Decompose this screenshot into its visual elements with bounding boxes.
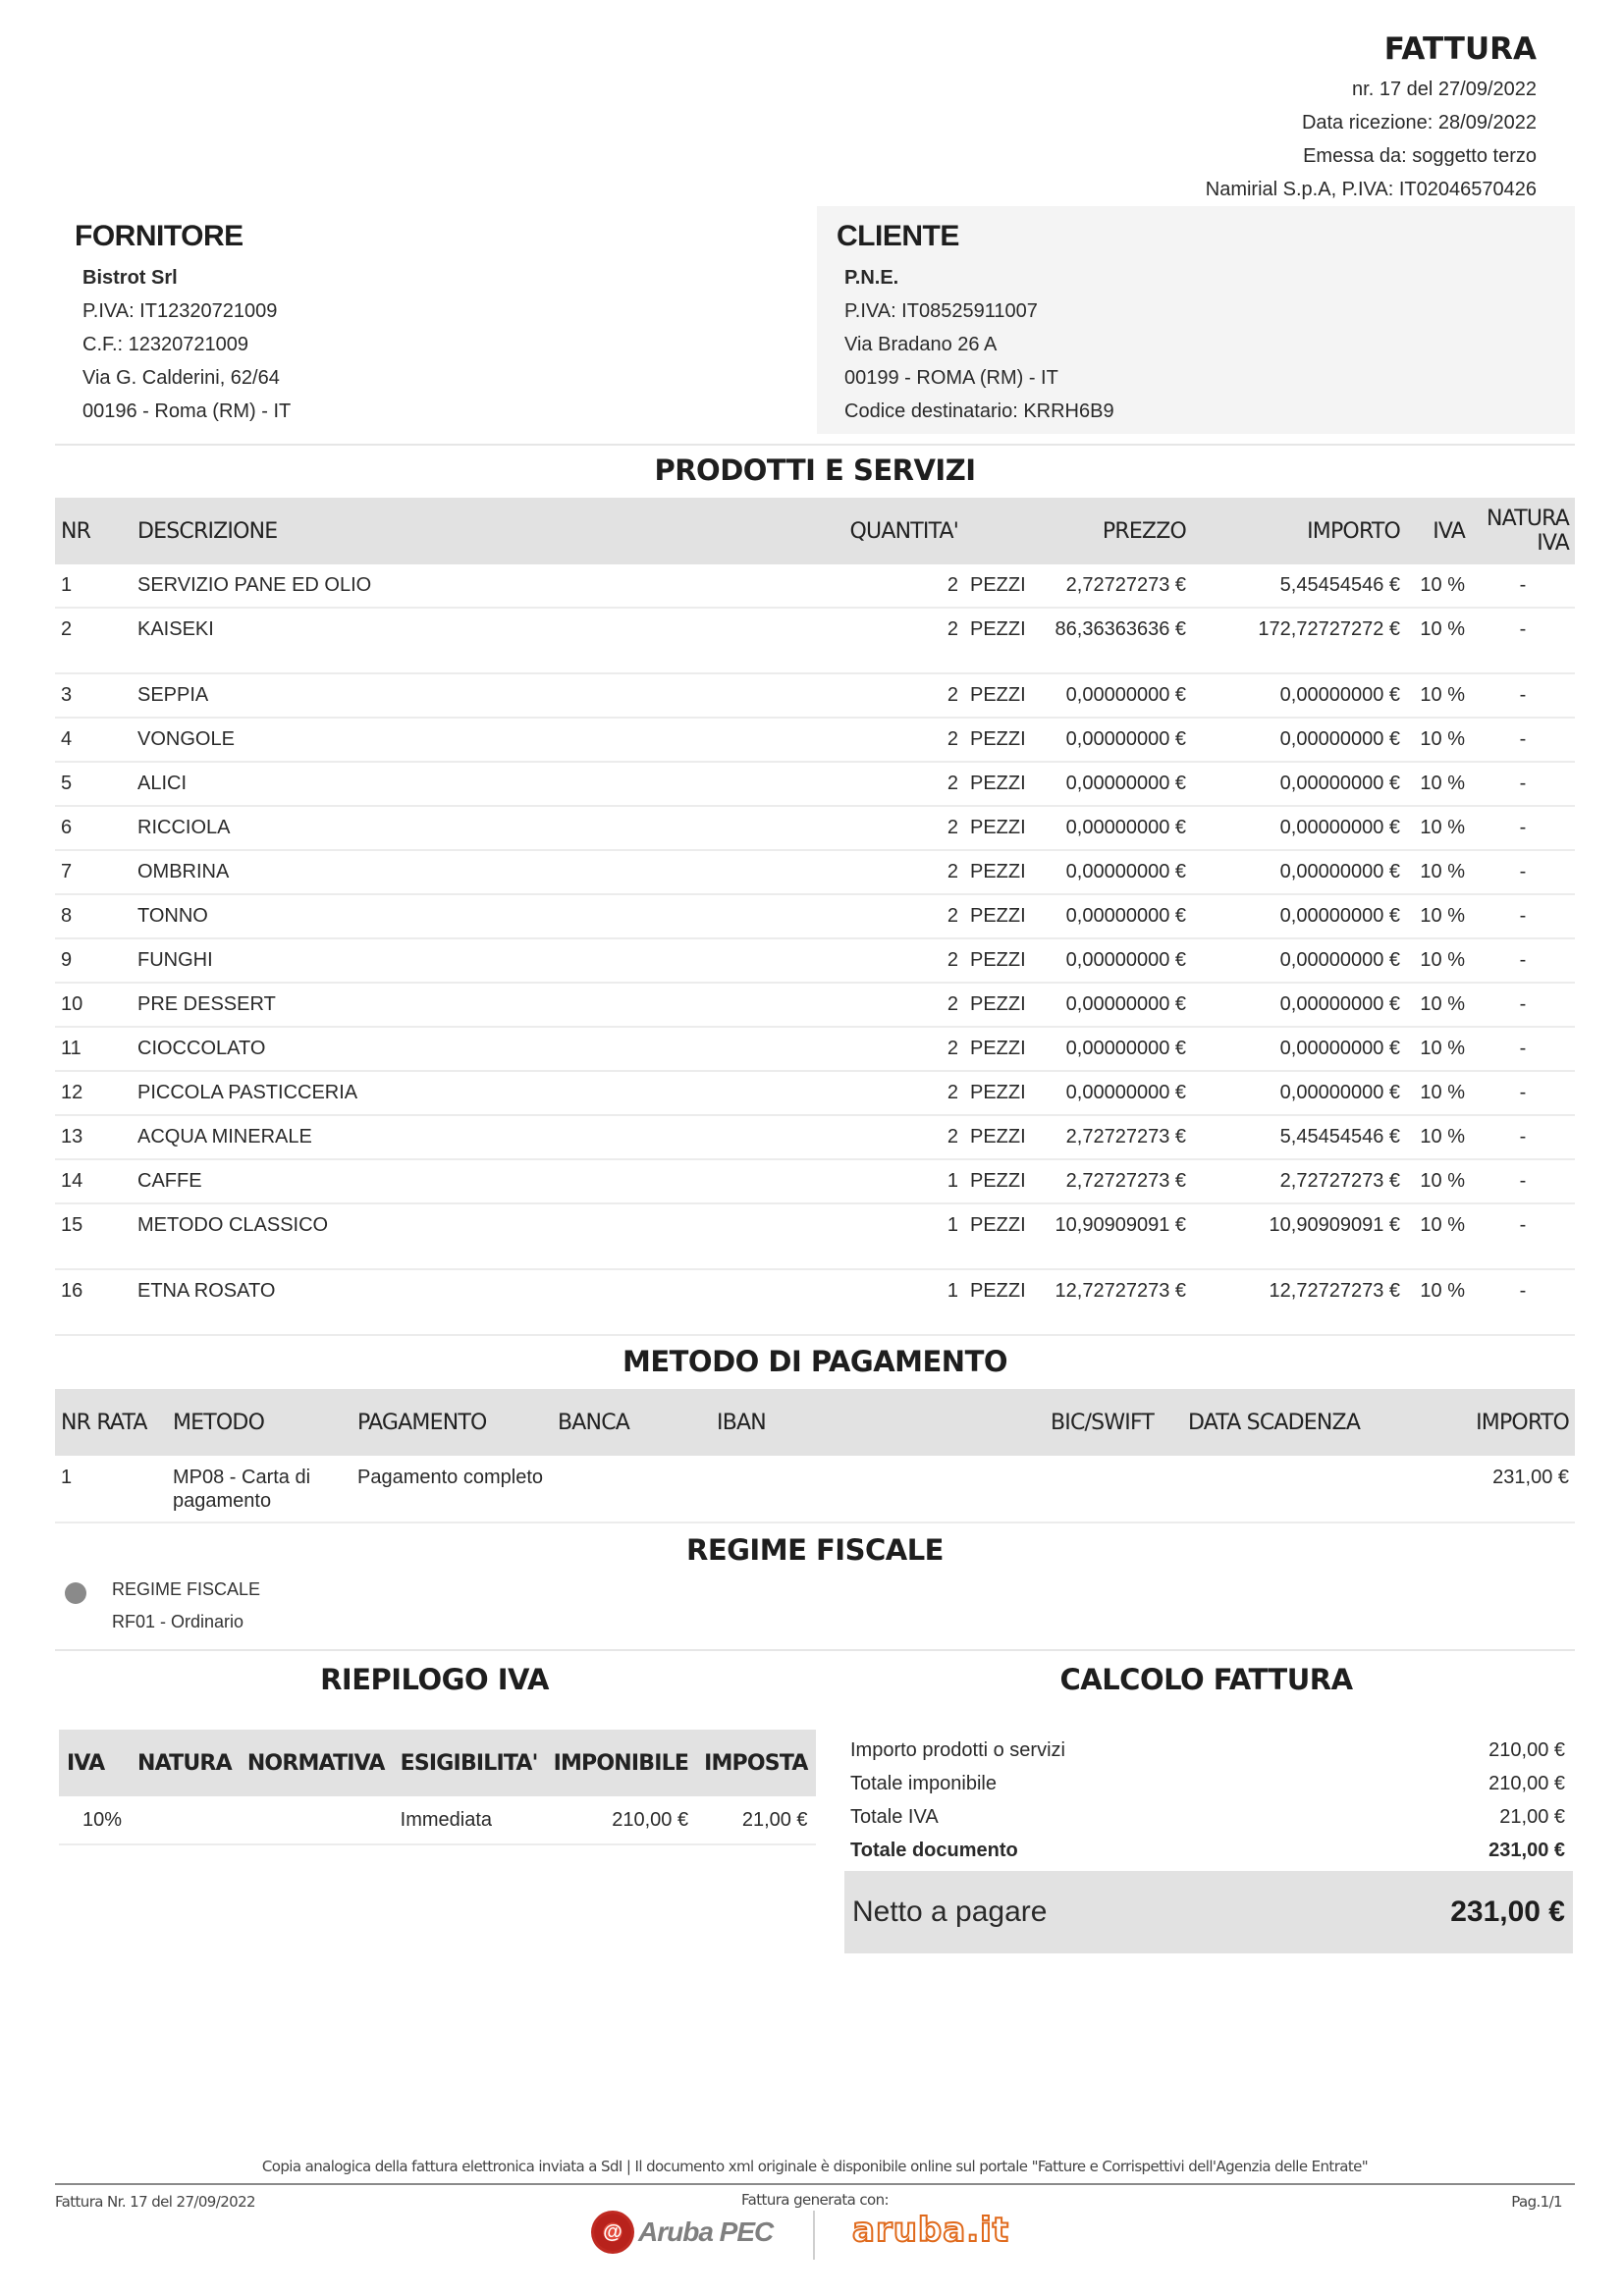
footer-note: Copia analogica della fattura elettronica inviata a SdI | Il documento xml originale è disponibile online sul portale "Fatture e Corrispettivi dell'Agenzia delle Entrate" xyxy=(261,2158,1369,2175)
product-description: FUNGHI xyxy=(132,938,721,983)
product-nr: 4 xyxy=(55,718,132,762)
vat-summary-header-row xyxy=(59,1730,816,1796)
payment-bic xyxy=(1045,1456,1182,1522)
product-description: VONGOLE xyxy=(132,718,721,762)
col-vat-nature: NATURA IVA xyxy=(1471,498,1575,564)
product-price: 2,72727273 € xyxy=(1033,564,1192,608)
payment-title: METODO DI PAGAMENTO xyxy=(622,1345,1008,1378)
vat-rate: 10% xyxy=(59,1796,130,1844)
products-table xyxy=(55,498,1575,1336)
regime-value: RF01 - Ordinario xyxy=(112,1612,244,1631)
product-description: CAFFE xyxy=(132,1159,721,1203)
issued-by: Emessa da: soggetto terzo xyxy=(1303,145,1537,167)
product-price: 0,00000000 € xyxy=(1033,894,1192,938)
product-description: OMBRINA xyxy=(132,850,721,894)
calc-label: Totale documento xyxy=(850,1840,1018,1861)
product-nr: 16 xyxy=(55,1269,132,1335)
product-row xyxy=(55,564,1575,608)
product-amount: 0,00000000 € xyxy=(1192,806,1406,850)
col-vat-rate: IVA xyxy=(59,1730,130,1796)
supplier-address: Via G. Calderini, 62/64 xyxy=(82,367,280,389)
col-chargeability: ESIGIBILITA' xyxy=(393,1730,546,1796)
product-unit: PEZZI xyxy=(964,1203,1033,1269)
product-vat: 10 % xyxy=(1406,1115,1471,1159)
divider xyxy=(55,1649,1575,1651)
calc-value: 210,00 € xyxy=(1488,1739,1565,1761)
supplier-city: 00196 - Roma (RM) - IT xyxy=(82,400,292,422)
product-nr: 11 xyxy=(55,1027,132,1071)
product-row xyxy=(55,1115,1575,1159)
payment-due-date xyxy=(1182,1456,1412,1522)
product-vat: 10 % xyxy=(1406,850,1471,894)
product-nr: 15 xyxy=(55,1203,132,1269)
products-header-row xyxy=(55,498,1575,564)
col-installment: NR RATA xyxy=(55,1389,167,1456)
product-unit: PEZZI xyxy=(964,1027,1033,1071)
calc-row-taxable xyxy=(844,1767,1571,1800)
product-vat-nature: - xyxy=(1471,1269,1575,1335)
product-unit: PEZZI xyxy=(964,850,1033,894)
product-nr: 10 xyxy=(55,983,132,1027)
product-unit: PEZZI xyxy=(964,938,1033,983)
client-title: CLIENTE xyxy=(837,220,959,252)
product-quantity: 1 xyxy=(721,1159,964,1203)
received-date: Data ricezione: 28/09/2022 xyxy=(1301,112,1537,133)
product-row xyxy=(55,894,1575,938)
product-vat-nature: - xyxy=(1471,608,1575,673)
vat-summary-table xyxy=(59,1730,816,1845)
product-nr: 12 xyxy=(55,1071,132,1115)
product-row xyxy=(55,806,1575,850)
calc-value: 21,00 € xyxy=(1499,1806,1565,1828)
product-vat: 10 % xyxy=(1406,1159,1471,1203)
document-title: FATTURA xyxy=(1383,31,1537,67)
client-recipient-code: Codice destinatario: KRRH6B9 xyxy=(844,400,1114,422)
col-iban: IBAN xyxy=(711,1389,1045,1456)
col-tax: IMPOSTA xyxy=(696,1730,815,1796)
product-quantity: 2 xyxy=(721,762,964,806)
payment-nr: 1 xyxy=(55,1456,167,1522)
col-vat: IVA xyxy=(1406,498,1471,564)
product-row xyxy=(55,1027,1575,1071)
product-vat: 10 % xyxy=(1406,608,1471,673)
product-quantity: 2 xyxy=(721,1071,964,1115)
product-price: 12,72727273 € xyxy=(1033,1269,1192,1335)
col-method: METODO xyxy=(167,1389,352,1456)
product-quantity: 2 xyxy=(721,850,964,894)
payment-bank xyxy=(552,1456,711,1522)
product-price: 2,72727273 € xyxy=(1033,1159,1192,1203)
vat-summary-row xyxy=(59,1796,816,1844)
product-amount: 172,72727272 € xyxy=(1192,608,1406,673)
payment-header-row xyxy=(55,1389,1575,1456)
product-amount: 0,00000000 € xyxy=(1192,718,1406,762)
calc-label: Totale IVA xyxy=(850,1806,939,1828)
calc-row-vat xyxy=(844,1800,1571,1834)
product-description: KAISEKI xyxy=(132,608,721,673)
product-nr: 5 xyxy=(55,762,132,806)
product-vat: 10 % xyxy=(1406,673,1471,718)
footer-generated-with: Fattura generata con: xyxy=(741,2191,889,2209)
product-nr: 1 xyxy=(55,564,132,608)
aruba-it-logo: aruba.it xyxy=(852,2211,1010,2250)
product-row xyxy=(55,762,1575,806)
divider xyxy=(55,444,1575,446)
product-unit: PEZZI xyxy=(964,762,1033,806)
calculation-title: CALCOLO FATTURA xyxy=(1059,1663,1353,1696)
net-to-pay-box xyxy=(844,1871,1573,1953)
client-city: 00199 - ROMA (RM) - IT xyxy=(844,367,1058,389)
col-payment: PAGAMENTO xyxy=(352,1389,552,1456)
product-amount: 0,00000000 € xyxy=(1192,983,1406,1027)
payment-amount: 231,00 € xyxy=(1412,1456,1575,1522)
calc-value: 231,00 € xyxy=(1488,1840,1565,1861)
product-amount: 10,90909091 € xyxy=(1192,1203,1406,1269)
product-vat-nature: - xyxy=(1471,850,1575,894)
vat-summary-title: RIEPILOGO IVA xyxy=(320,1663,549,1696)
client-box xyxy=(817,206,1575,434)
product-unit: PEZZI xyxy=(964,1071,1033,1115)
products-body xyxy=(55,564,1575,1335)
product-description: SEPPIA xyxy=(132,673,721,718)
product-nr: 14 xyxy=(55,1159,132,1203)
product-description: SERVIZIO PANE ED OLIO xyxy=(132,564,721,608)
intermediary: Namirial S.p.A, P.IVA: IT02046570426 xyxy=(1205,179,1537,200)
product-vat-nature: - xyxy=(1471,1027,1575,1071)
product-description: ALICI xyxy=(132,762,721,806)
client-name: P.N.E. xyxy=(844,267,899,289)
vat-nature xyxy=(130,1796,240,1844)
product-price: 2,72727273 € xyxy=(1033,1115,1192,1159)
payment-table xyxy=(55,1389,1575,1523)
product-vat: 10 % xyxy=(1406,1203,1471,1269)
product-unit: PEZZI xyxy=(964,894,1033,938)
footer-invoice-ref: Fattura Nr. 17 del 27/09/2022 xyxy=(55,2193,255,2211)
footer-page-number: Pag.1/1 xyxy=(1511,2193,1562,2211)
col-bank: BANCA xyxy=(552,1389,711,1456)
product-price: 0,00000000 € xyxy=(1033,762,1192,806)
product-vat: 10 % xyxy=(1406,983,1471,1027)
product-row xyxy=(55,1071,1575,1115)
product-unit: PEZZI xyxy=(964,608,1033,673)
product-quantity: 1 xyxy=(721,1203,964,1269)
product-description: ETNA ROSATO xyxy=(132,1269,721,1335)
product-vat-nature: - xyxy=(1471,1071,1575,1115)
product-amount: 12,72727273 € xyxy=(1192,1269,1406,1335)
supplier-tax-code: C.F.: 12320721009 xyxy=(82,334,249,355)
calc-label: Importo prodotti o servizi xyxy=(850,1739,1065,1761)
product-nr: 2 xyxy=(55,608,132,673)
product-vat: 10 % xyxy=(1406,1071,1471,1115)
product-nr: 13 xyxy=(55,1115,132,1159)
product-price: 0,00000000 € xyxy=(1033,806,1192,850)
bullet-icon xyxy=(65,1582,86,1604)
vat-law xyxy=(240,1796,393,1844)
product-unit: PEZZI xyxy=(964,1159,1033,1203)
supplier-name: Bistrot Srl xyxy=(82,267,178,289)
product-quantity: 2 xyxy=(721,608,964,673)
aruba-pec-logo xyxy=(591,2211,773,2254)
product-price: 0,00000000 € xyxy=(1033,1071,1192,1115)
calc-value: 210,00 € xyxy=(1488,1773,1565,1794)
product-quantity: 1 xyxy=(721,1269,964,1335)
product-vat-nature: - xyxy=(1471,894,1575,938)
product-description: TONNO xyxy=(132,894,721,938)
product-price: 0,00000000 € xyxy=(1033,983,1192,1027)
product-price: 0,00000000 € xyxy=(1033,938,1192,983)
product-vat-nature: - xyxy=(1471,762,1575,806)
supplier-vat: P.IVA: IT12320721009 xyxy=(82,300,278,322)
product-quantity: 2 xyxy=(721,1115,964,1159)
supplier-box xyxy=(55,206,811,434)
col-taxable: IMPONIBILE xyxy=(546,1730,697,1796)
product-vat-nature: - xyxy=(1471,718,1575,762)
product-vat: 10 % xyxy=(1406,806,1471,850)
product-quantity: 2 xyxy=(721,673,964,718)
logo-separator xyxy=(813,2211,815,2260)
product-price: 0,00000000 € xyxy=(1033,673,1192,718)
product-row xyxy=(55,1203,1575,1269)
payment-type: Pagamento completo xyxy=(352,1456,552,1522)
product-description: CIOCCOLATO xyxy=(132,1027,721,1071)
product-vat: 10 % xyxy=(1406,1027,1471,1071)
product-quantity: 2 xyxy=(721,894,964,938)
product-nr: 3 xyxy=(55,673,132,718)
product-row xyxy=(55,608,1575,673)
product-vat-nature: - xyxy=(1471,1203,1575,1269)
col-nr: NR xyxy=(55,498,132,564)
net-to-pay-value: 231,00 € xyxy=(1450,1896,1565,1928)
product-description: PICCOLA PASTICCERIA xyxy=(132,1071,721,1115)
col-due-date: DATA SCADENZA xyxy=(1182,1389,1412,1456)
product-amount: 0,00000000 € xyxy=(1192,1071,1406,1115)
aruba-pec-text: Aruba PEC xyxy=(638,2216,774,2247)
product-vat: 10 % xyxy=(1406,718,1471,762)
product-vat-nature: - xyxy=(1471,1115,1575,1159)
product-description: PRE DESSERT xyxy=(132,983,721,1027)
payment-iban xyxy=(711,1456,1045,1522)
product-amount: 0,00000000 € xyxy=(1192,762,1406,806)
product-amount: 0,00000000 € xyxy=(1192,850,1406,894)
col-quantity: QUANTITA' xyxy=(721,498,964,564)
product-unit: PEZZI xyxy=(964,983,1033,1027)
product-vat-nature: - xyxy=(1471,564,1575,608)
product-vat-nature: - xyxy=(1471,806,1575,850)
product-amount: 5,45454546 € xyxy=(1192,564,1406,608)
product-vat: 10 % xyxy=(1406,894,1471,938)
product-vat-nature: - xyxy=(1471,673,1575,718)
col-price: PREZZO xyxy=(1033,498,1192,564)
product-vat: 10 % xyxy=(1406,938,1471,983)
col-description: DESCRIZIONE xyxy=(132,498,721,564)
col-payment-amount: IMPORTO xyxy=(1412,1389,1575,1456)
vat-taxable: 210,00 € xyxy=(546,1796,697,1844)
product-vat-nature: - xyxy=(1471,1159,1575,1203)
product-row xyxy=(55,1159,1575,1203)
product-quantity: 2 xyxy=(721,1027,964,1071)
product-price: 0,00000000 € xyxy=(1033,718,1192,762)
product-vat-nature: - xyxy=(1471,938,1575,983)
product-unit: PEZZI xyxy=(964,1269,1033,1335)
net-to-pay-label: Netto a pagare xyxy=(852,1896,1048,1928)
products-title: PRODOTTI E SERVIZI xyxy=(654,454,976,487)
calculation-rows xyxy=(844,1734,1571,1867)
product-quantity: 2 xyxy=(721,718,964,762)
product-unit: PEZZI xyxy=(964,673,1033,718)
product-amount: 0,00000000 € xyxy=(1192,938,1406,983)
product-price: 10,90909091 € xyxy=(1033,1203,1192,1269)
product-amount: 0,00000000 € xyxy=(1192,673,1406,718)
col-law: NORMATIVA xyxy=(240,1730,393,1796)
col-unit-spacer xyxy=(964,498,1033,564)
product-row xyxy=(55,1269,1575,1335)
product-unit: PEZZI xyxy=(964,1115,1033,1159)
vat-tax: 21,00 € xyxy=(696,1796,815,1844)
payment-method: MP08 - Carta di pagamento xyxy=(167,1456,352,1522)
product-row xyxy=(55,938,1575,983)
calc-row-products xyxy=(844,1734,1571,1767)
product-vat-nature: - xyxy=(1471,983,1575,1027)
product-price: 86,36363636 € xyxy=(1033,608,1192,673)
product-unit: PEZZI xyxy=(964,806,1033,850)
product-row xyxy=(55,850,1575,894)
product-nr: 9 xyxy=(55,938,132,983)
product-amount: 2,72727273 € xyxy=(1192,1159,1406,1203)
vat-chargeability: Immediata xyxy=(393,1796,546,1844)
regime-title: REGIME FISCALE xyxy=(685,1533,944,1567)
product-nr: 6 xyxy=(55,806,132,850)
regime-label: REGIME FISCALE xyxy=(112,1579,261,1599)
product-quantity: 2 xyxy=(721,983,964,1027)
product-nr: 7 xyxy=(55,850,132,894)
col-nature: NATURA xyxy=(130,1730,240,1796)
product-vat: 10 % xyxy=(1406,762,1471,806)
product-row xyxy=(55,983,1575,1027)
product-quantity: 2 xyxy=(721,938,964,983)
product-row xyxy=(55,718,1575,762)
invoice-number: nr. 17 del 27/09/2022 xyxy=(1352,79,1537,100)
payment-row xyxy=(55,1456,1575,1522)
product-description: RICCIOLA xyxy=(132,806,721,850)
product-amount: 0,00000000 € xyxy=(1192,894,1406,938)
product-amount: 0,00000000 € xyxy=(1192,1027,1406,1071)
product-price: 0,00000000 € xyxy=(1033,850,1192,894)
product-unit: PEZZI xyxy=(964,564,1033,608)
product-quantity: 2 xyxy=(721,806,964,850)
client-vat: P.IVA: IT08525911007 xyxy=(844,300,1038,322)
product-description: METODO CLASSICO xyxy=(132,1203,721,1269)
col-amount: IMPORTO xyxy=(1192,498,1406,564)
supplier-title: FORNITORE xyxy=(75,220,243,252)
product-nr: 8 xyxy=(55,894,132,938)
client-address: Via Bradano 26 A xyxy=(844,334,998,355)
product-vat: 10 % xyxy=(1406,564,1471,608)
product-row xyxy=(55,673,1575,718)
product-vat: 10 % xyxy=(1406,1269,1471,1335)
col-bic: BIC/SWIFT xyxy=(1045,1389,1182,1456)
product-quantity: 2 xyxy=(721,564,964,608)
product-amount: 5,45454546 € xyxy=(1192,1115,1406,1159)
pec-seal-icon: @ xyxy=(591,2211,634,2254)
footer-divider xyxy=(55,2183,1575,2185)
product-description: ACQUA MINERALE xyxy=(132,1115,721,1159)
calc-label: Totale imponibile xyxy=(850,1773,997,1794)
product-unit: PEZZI xyxy=(964,718,1033,762)
product-price: 0,00000000 € xyxy=(1033,1027,1192,1071)
calc-row-total xyxy=(844,1834,1571,1867)
document-header xyxy=(1206,31,1537,206)
